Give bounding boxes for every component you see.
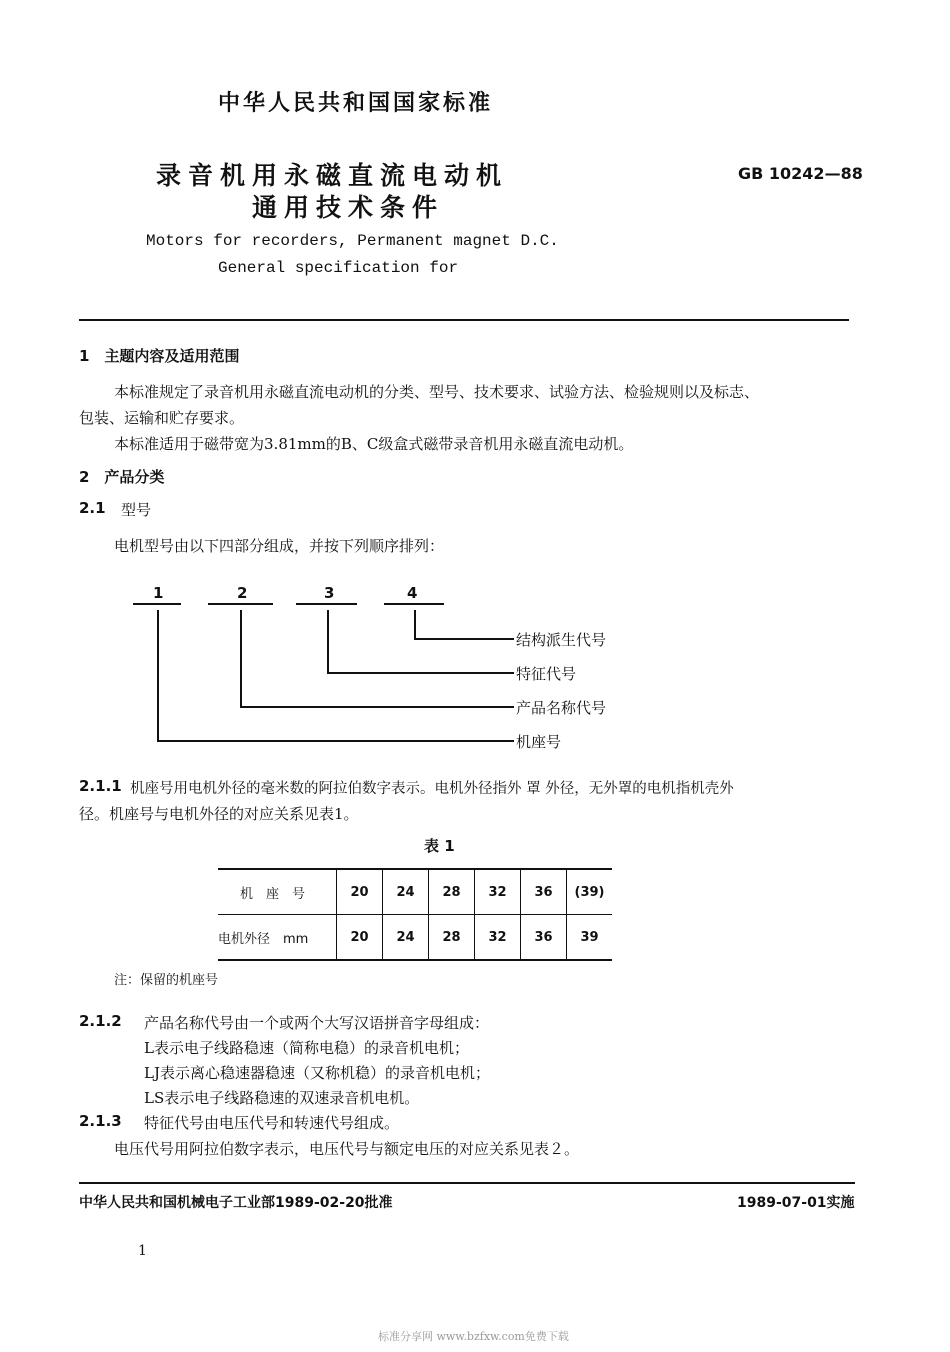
table-cell: 20 — [337, 915, 383, 961]
position-3: 3 — [324, 584, 335, 602]
section2-1-2-number: 2.1.2 — [79, 1012, 122, 1030]
section2-1-2-text: 产品名称代号由一个或两个大写汉语拼音字母组成： — [144, 1014, 490, 1032]
position-2: 2 — [237, 584, 248, 602]
table-cell: 28 — [429, 915, 475, 961]
table-cell: (39) — [567, 869, 613, 915]
underline-3 — [296, 603, 357, 605]
connector-h2 — [240, 706, 514, 708]
section2-1-3-number: 2.1.3 — [79, 1112, 122, 1130]
section2-1-1-line2: 径。机座号与电机外径的对应关系见表1。 — [79, 805, 359, 823]
section2-1-number: 2.1 — [79, 499, 106, 517]
section2-1-title: 型号 — [121, 501, 152, 519]
connector-v2 — [240, 610, 242, 706]
position-1: 1 — [153, 584, 164, 602]
table1 — [218, 868, 612, 961]
header-divider — [79, 319, 849, 321]
underline-4 — [384, 603, 444, 605]
section1-heading: 1 主题内容及适用范围 — [79, 347, 240, 365]
english-title-line2: General specification for — [218, 259, 459, 277]
section2-1-2-item1: L表示电子线路稳速（简称电稳）的录音机电机； — [144, 1039, 469, 1057]
section2-1-3-text: 特征代号由电压代号和转速代号组成。 — [144, 1114, 400, 1132]
table-cell: 28 — [429, 869, 475, 915]
label-feature-code: 特征代号 — [516, 665, 577, 683]
page-number: 1 — [138, 1243, 147, 1259]
national-standard-heading: 中华人民共和国国家标准 — [218, 91, 494, 116]
table-cell: 36 — [521, 915, 567, 961]
label-product-name-code: 产品名称代号 — [516, 699, 607, 717]
section2-1-1-line1: 机座号用电机外径的毫米数的阿拉伯数字表示。电机外径指外 罩 外径，无外罩的电机指机壳外 — [130, 781, 734, 797]
connector-h3 — [327, 672, 514, 674]
english-title-line1: Motors for recorders, Permanent magnet D.C. — [146, 232, 559, 250]
table-cell: 32 — [475, 869, 521, 915]
approval-line: 中华人民共和国机械电子工业部1989-02-20批准 — [79, 1195, 393, 1211]
section2-1-2-item3: LS表示电子线路稳速的双速录音机电机。 — [144, 1089, 420, 1107]
standard-number: GB 10242—88 — [738, 164, 863, 183]
label-frame-number: 机座号 — [516, 733, 562, 751]
section1-para2: 本标准适用于磁带宽为3.81mm的B、C级盒式磁带录音机用永磁直流电动机。 — [114, 435, 634, 453]
table-cell: 36 — [521, 869, 567, 915]
footer-divider — [79, 1182, 855, 1184]
section2-1-1-number: 2.1.1 — [79, 777, 122, 795]
table1-note: 注：保留的机座号 — [114, 973, 219, 988]
section2-1-3-para: 电压代号用阿拉伯数字表示，电压代号与额定电压的对应关系见表２。 — [114, 1140, 580, 1158]
connector-v3 — [327, 610, 329, 672]
implementation-date: 1989-07-01实施 — [737, 1195, 855, 1211]
connector-h4 — [414, 638, 514, 640]
model-intro: 电机型号由以下四部分组成，并按下列顺序排列： — [114, 537, 445, 555]
section1-para1-line1: 本标准规定了录音机用永磁直流电动机的分类、型号、技术要求、试验方法、检验规则以及标志、 — [114, 383, 760, 401]
table1-caption: 表 1 — [424, 837, 455, 855]
table-cell: 32 — [475, 915, 521, 961]
table-cell: 39 — [567, 915, 613, 961]
document-title-line1: 录音机用永磁直流电动机 — [156, 161, 509, 190]
connector-v1 — [157, 610, 159, 740]
table-row — [218, 915, 612, 961]
position-4: 4 — [407, 584, 418, 602]
table-row-header: 机 座 号 — [218, 869, 337, 915]
section2-1-2-item2: LJ表示离心稳速器稳速（又称机稳）的录音机电机； — [144, 1064, 490, 1082]
section1-para1-line2: 包装、运输和贮存要求。 — [79, 409, 245, 427]
document-title-line2: 通用技术条件 — [252, 193, 445, 222]
connector-v4 — [414, 610, 416, 638]
table-cell: 24 — [383, 869, 429, 915]
table-row — [218, 869, 612, 915]
label-structure-code: 结构派生代号 — [516, 631, 607, 649]
connector-h1 — [157, 740, 514, 742]
underline-1 — [133, 603, 181, 605]
table-row-header: 电机外径 mm — [218, 915, 337, 961]
section2-heading: 2 产品分类 — [79, 468, 165, 486]
watermark: 标准分享网 www.bzfxw.com免费下载 — [378, 1330, 569, 1343]
underline-2 — [208, 603, 273, 605]
table-cell: 20 — [337, 869, 383, 915]
table-cell: 24 — [383, 915, 429, 961]
